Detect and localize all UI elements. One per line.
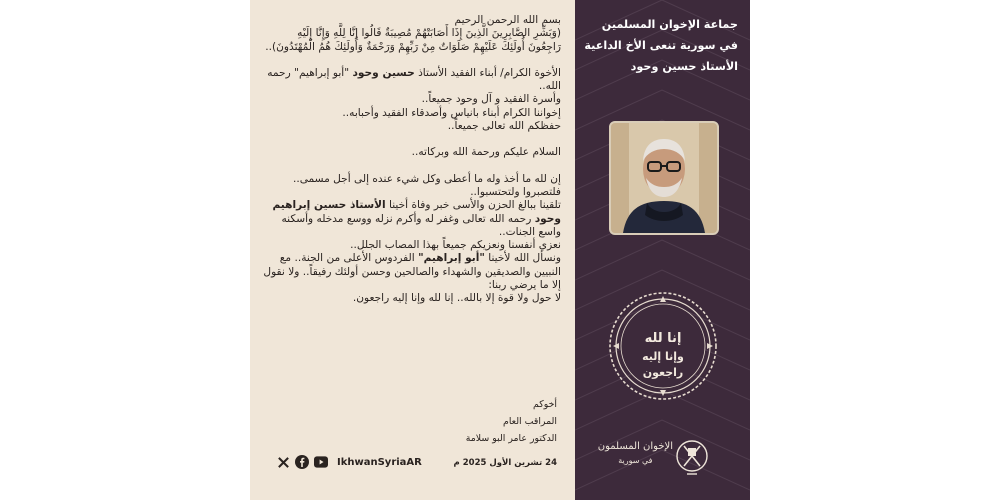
letter-body: [262, 14, 561, 306]
blessing-line: حفظكم الله تعالى جميعاً..: [447, 120, 561, 133]
greeting-line: السلام عليكم ورحمة الله وبركاته..: [411, 146, 561, 159]
social-handle[interactable]: IkhwanSyriaAR: [337, 456, 422, 468]
youtube-icon[interactable]: [314, 455, 328, 469]
signature-block: [466, 396, 557, 447]
family-line: وأسرة الفقيد و آل وحود جميعاً..: [421, 93, 561, 106]
signature-line: أخوكم: [533, 399, 557, 410]
announcement-title: جماعة الإخوان المسلمين في سورية تنعى الأخ الداعية الأستاذ حسين وحود: [584, 18, 738, 73]
signature-name: الدكتور عامر البو سلامة: [465, 433, 557, 444]
condolence-card: [250, 0, 750, 500]
logo-text: [598, 440, 673, 468]
letter-footer: [262, 450, 565, 476]
swords-emblem-icon: [675, 438, 709, 478]
side-panel: [575, 0, 750, 500]
deceased-photo: [609, 121, 719, 235]
brothers-line: إخواننا الكرام أبناء بانياس وأصدقاء الفقيد وأحبابه..: [342, 106, 561, 119]
svg-text:وإنا إليه: وإنا إليه: [642, 350, 684, 363]
news-paragraph: تلقينا ببالغ الحزن والأسى خبر وفاة أخينا الأستاذ حسين إبراهيم وحود رحمه الله تعالى وغفر له وأكرم نزله ووسع مدخله وأسكنه واسع الجنات..: [272, 199, 561, 238]
signature-title: المراقب العام: [503, 416, 557, 427]
facebook-icon[interactable]: [295, 455, 309, 469]
letter-date: 24 تشرين الأول 2025 م: [453, 458, 557, 468]
logo-name: الإخوان المسلمون: [597, 441, 673, 452]
svg-text:راجعون: راجعون: [642, 366, 684, 379]
addressee-line: الأخوة الكرام/ أبناء الفقيد الأستاذ حسين وحود "أبو إبراهيم" رحمه الله..: [267, 66, 561, 93]
x-icon[interactable]: [276, 455, 290, 469]
brotherhood-logo: [595, 436, 735, 480]
svg-text:إنا لله: إنا لله: [644, 331, 682, 346]
condolence-line: نعزي أنفسنا ونعزيكم جميعاً بهذا المصاب الجلل..: [350, 239, 561, 252]
logo-sub: في سورية: [618, 456, 653, 465]
prayer-paragraph: ونسأل الله لأخينا "أبو إبراهيم" الفردوس الأعلى من الجنة.. مع النبيين والصديقين والشهداء والصالحين وحسن أولئك رفيقاً.. ولا نقول إلا ما يرضي ربنا:: [263, 252, 561, 292]
basmala: بسم الله الرحمن الرحيم: [454, 14, 561, 26]
letter-panel: [250, 0, 575, 500]
social-links: [276, 455, 422, 469]
quran-verse: (وَبَشِّرِ الصَّابِرِينَ الَّذِينَ إِذَا أَصَابَتْهُمْ مُصِيبَةٌ قَالُوا إِنَّا لِلَّهِ وَإِنَّا إِلَيْهِ رَاجِعُونَ أُولَئِكَ عَلَيْهِمْ صَلَوَاتٌ مِنْ رَبِّهِمْ وَرَحْمَةٌ وَأُولَئِكَ هُمُ الْمُهْتَدُونَ)..: [265, 27, 561, 53]
patience-line: إن لله ما أخذ وله ما أعطى وكل شيء عنده إلى أجل مسمى.. فلتصبروا ولتحتسبوا..: [292, 172, 561, 198]
closing-line: لا حول ولا قوة إلا بالله.. إنا لله وإنا إليه راجعون.: [352, 292, 561, 305]
calligraphy-emblem: [607, 290, 719, 402]
